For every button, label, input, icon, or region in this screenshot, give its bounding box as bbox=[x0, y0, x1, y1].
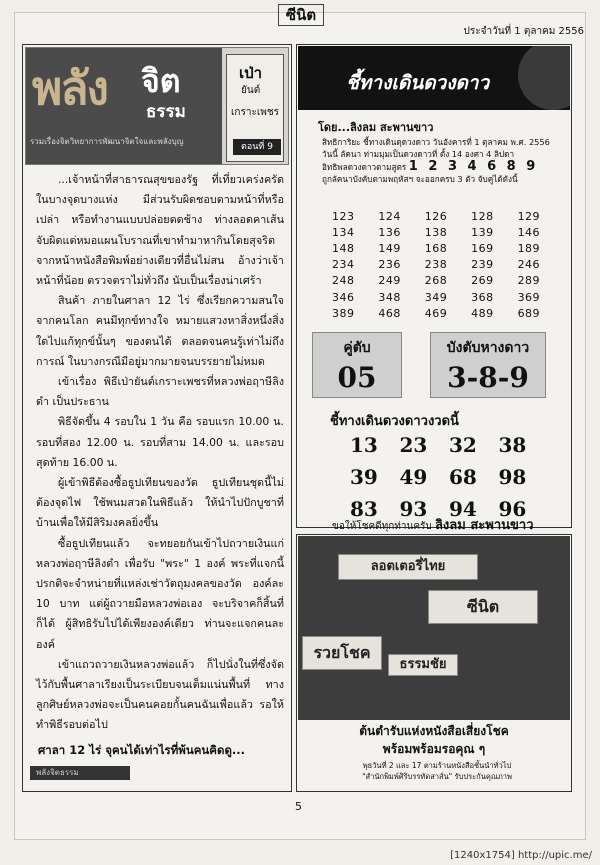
triplet-number: 139 bbox=[471, 225, 494, 239]
triplet-number: 124 bbox=[378, 209, 401, 223]
triplet-number: 234 bbox=[332, 258, 355, 272]
triplet-number: 248 bbox=[332, 274, 355, 288]
author-line: โดย...ลิงลม สะพานขาว bbox=[318, 121, 434, 134]
triplet-number: 346 bbox=[332, 290, 355, 304]
advert-photo bbox=[298, 536, 570, 720]
wish-author: ลิงลม สะพานขาว bbox=[434, 518, 534, 533]
column-article bbox=[36, 170, 284, 736]
episode-title-1: เป่า bbox=[239, 64, 263, 82]
column-tagline: รวมเรื่องจิตวิทยาการพัฒนาจิตใจและพลังบุญ bbox=[30, 137, 184, 146]
intro-line: สิทธิการิยะ ชี้ทางเดินดุดวงดาว วันอังคารที่ 1 ตุลาคม พ.ศ. 2556 วันนี้ ลัคนา ท่ามมุมเป็นดวงดาวที่ ตั้ง 14 องศา 4 ลิปดา bbox=[322, 137, 550, 160]
triplet-number: 146 bbox=[517, 225, 541, 239]
column-brand-2: จิต bbox=[141, 62, 181, 100]
footer-strip: พลังจิตธรรม bbox=[30, 766, 130, 780]
triplet-number: 349 bbox=[424, 290, 448, 304]
paragraph: ซื้อธูปเทียนแล้ว จะทยอยกันเข้าไปถวายเงินแก่หลวงพ่อฤาษีลิงดำ เพื่อรับ "พระ" 1 องค์ พระที่แจกนี้ ปรกติจะจำหน่ายที่แหล่งเช่าวัตถุมงคลของวัด องค์ละ 10 บาท แต่ผู้ถวายมือหลวงพ่อเอง จะบริจาคก็สิ้นที่ก็ได้ ผู้สิทธิรับไปได้เพียงองค์เดียว ท่านจะแจกคนละองค์ bbox=[36, 536, 284, 651]
triplet-number: 128 bbox=[471, 209, 494, 223]
triplet-number: 236 bbox=[378, 258, 401, 272]
triplet-number: 489 bbox=[471, 306, 494, 320]
forecast-title: ชี้ทางเดินดวงดาว bbox=[346, 72, 490, 94]
paper-cover: ซีนิต bbox=[428, 590, 538, 624]
column-footer bbox=[28, 738, 286, 788]
pair-number: 93 bbox=[399, 497, 428, 521]
paper-cover: ธรรมชัย bbox=[388, 654, 458, 676]
triplet-number: 368 bbox=[471, 290, 494, 304]
triplet-number: 468 bbox=[378, 306, 401, 320]
pair-number: 23 bbox=[399, 433, 428, 457]
pair-box bbox=[312, 332, 402, 398]
forecast-banner bbox=[298, 46, 570, 110]
watermark: [1240x1754] http://upic.me/ bbox=[450, 850, 592, 861]
advert-publisher: "สำนักพิมพ์ศิริบรรทัดสาส์น" รับประกันคุณภาพ bbox=[362, 772, 512, 781]
footer-text: ศาลา 12 ไร่ จุคนได้เท่าไรที่พ้นคนคิดดู... bbox=[38, 743, 246, 757]
pair-number: 49 bbox=[399, 465, 428, 489]
pair-box-value: 05 bbox=[337, 361, 377, 394]
triplet-number: 134 bbox=[332, 225, 355, 239]
triplet-number: 136 bbox=[378, 225, 401, 239]
triplet-number: 469 bbox=[424, 306, 448, 320]
pair-number: 98 bbox=[498, 465, 527, 489]
triplet-number: 149 bbox=[378, 241, 401, 255]
triplet-number: 289 bbox=[517, 274, 541, 288]
tail-box-label: บังตับหางดาว bbox=[446, 340, 530, 356]
episode-title-3: เกราะเพชร bbox=[231, 107, 279, 118]
wish-text: ขอให้โชคดีทุกท่านครับ bbox=[332, 521, 432, 532]
pair-number: 94 bbox=[449, 497, 477, 521]
triplet-number: 269 bbox=[471, 274, 494, 288]
paper-cover: รวยโชค bbox=[302, 636, 382, 670]
paragraph: สินค้า ภายในศาลา 12 ไร่ ซึ่งเรียกความสนใจจากคนโลก คนมีทุกข์ทางใจ หมายแสวงหาสิ่งหนึ่งสิ่งใดไปแก้ทุกข์นั้นๆ ของตนได้ ตลอดจนคนรู้เท่าไม่ถึงการณ์ ในบางกรณีมีอยู่มากมายจนบรรยายไม่หมด bbox=[36, 294, 284, 368]
pair-number: 96 bbox=[498, 497, 527, 521]
pair-box-label: คู่ตับ bbox=[343, 340, 371, 356]
triplet-number: 239 bbox=[471, 258, 494, 272]
page-number: 5 bbox=[295, 800, 302, 813]
triplet-number: 249 bbox=[378, 274, 401, 288]
tail-box bbox=[430, 332, 546, 398]
pair-number: 32 bbox=[449, 433, 477, 457]
episode-box bbox=[226, 54, 284, 162]
paragraph: ผู้เข้าพิธีต้องซื้อธูปเทียนของวัด ธูปเทียนชุดนี้ไม่ต้องจุดไฟ ใช้พนมสวดในพิธีแล้ว ให้นำไปปักบูชาที่บ้านเพื่อให้มีสิริมงคลยิ่งขึ้น bbox=[36, 476, 284, 530]
issue-date: ประจำวันที่ 1 ตุลาคม 2556 bbox=[463, 26, 584, 37]
paragraph: เข้าแถวถวายเงินหลวงพ่อแล้ว ก็ไปนั่งในที่ซึ่งจัดไว้กับพื้นศาลาเรียงเป็นระเบียบจนเต็มแน่นพื้นที่ ทางลูกศิษย์หลวงพ่อจะเป็นคนคอยกั้นคนฉันเพื่อแล้ว รอให้ทำพิธีรอบต่อไป bbox=[36, 657, 284, 732]
triplet-number: 389 bbox=[332, 306, 355, 320]
advert-schedule: พุธวันที่ 2 และ 17 ตามร้านหนังสือชั้นนำทั่วไป bbox=[362, 761, 512, 770]
pairs-grid bbox=[348, 428, 548, 526]
intro-formula: อิทธิพลดวงดาวตามสูตร bbox=[322, 161, 407, 172]
triplet-number: 169 bbox=[471, 241, 494, 255]
episode-number: ตอนที่ 9 bbox=[233, 139, 281, 155]
advert-subtitle: พร้อมพร้อมรอคุณ ๆ bbox=[382, 742, 486, 756]
advert-headline bbox=[298, 722, 570, 758]
paragraph: พิธีจัดขึ้น 4 รอบใน 1 วัน คือ รอบแรก 10.00 น. รอบที่สอง 12.00 น. รอบที่สาม 14.00 น. และรอบสุดท้าย 16.00 น. bbox=[36, 415, 284, 469]
triplet-number: 129 bbox=[517, 209, 541, 223]
paper-cover: ลอตเตอรี่ไทย bbox=[338, 554, 478, 580]
paragraph: ...เจ้าหน้าที่สาธารณสุขของรัฐ ที่เที่ยวเคร่งครัดในบางจุดบางแห่ง มีส่วนรับผิดชอบตามหน้าที่หรือเปล่า หรือทำงานแบบปล่อยตดช้าง ท่างลอดคาเส้น จับผิดแต่หมอแผนโบราณที่เขาทำมาหากินโดยสุจริต จากหน้าหนังสือพิมพ์อย่างเดียวที่อื่นไม่สน อ้างว่าเจ้าหน้าที่น้อย ตรวจตราไม่ทั่วถึง นับเป็นเรื่องน่าเศร้า bbox=[36, 173, 284, 288]
triplet-grid bbox=[326, 208, 558, 321]
column-brand: พลัง bbox=[32, 61, 107, 115]
pair-number: 68 bbox=[449, 465, 477, 489]
intro-line-2: ถูกลัคนาบังคับตามพฤหัสฯ จะออกครบ 3 ตัว จับคู่ได้ดังนี้ bbox=[322, 174, 518, 185]
column-banner bbox=[25, 47, 289, 165]
pair-number: 13 bbox=[350, 433, 378, 457]
advert-footer bbox=[312, 760, 562, 782]
formula-digits: 1 2 3 4 6 8 9 bbox=[408, 158, 539, 174]
closing-wish bbox=[332, 514, 534, 535]
episode-title-2: ยันต์ bbox=[241, 85, 261, 96]
paragraph: เข้าเรื่อง พิธีเป่ายันต์เกราะเพชรที่หลวงพ่อฤาษีลิงดำ เป็นประธาน bbox=[36, 375, 284, 409]
column-brand-3: ธรรม bbox=[146, 102, 186, 122]
triplet-number: 348 bbox=[378, 290, 401, 304]
forecast-intro bbox=[322, 136, 560, 186]
triplet-number: 123 bbox=[332, 209, 355, 223]
pairs-title: ชี้ทางเดินดวงดาวงวดนี้ bbox=[330, 414, 459, 429]
triplet-number: 238 bbox=[424, 258, 448, 272]
moon-icon bbox=[518, 46, 570, 110]
publication-logo: ซีนิต bbox=[278, 4, 324, 26]
tail-box-value: 3-8-9 bbox=[447, 361, 529, 394]
triplet-number: 189 bbox=[517, 241, 541, 255]
triplet-number: 369 bbox=[517, 290, 541, 304]
advert-title: ต้นตำรับแห่งหนังสือเสี่ยงโชค bbox=[359, 724, 509, 738]
triplet-number: 168 bbox=[424, 241, 448, 255]
triplet-number: 138 bbox=[424, 225, 448, 239]
triplet-number: 268 bbox=[424, 274, 448, 288]
pair-number: 83 bbox=[350, 497, 378, 521]
triplet-number: 126 bbox=[424, 209, 448, 223]
triplet-number: 246 bbox=[517, 258, 541, 272]
triplet-number: 148 bbox=[332, 241, 355, 255]
pair-number: 39 bbox=[350, 465, 378, 489]
pair-number: 38 bbox=[498, 433, 527, 457]
triplet-number: 689 bbox=[517, 306, 541, 320]
